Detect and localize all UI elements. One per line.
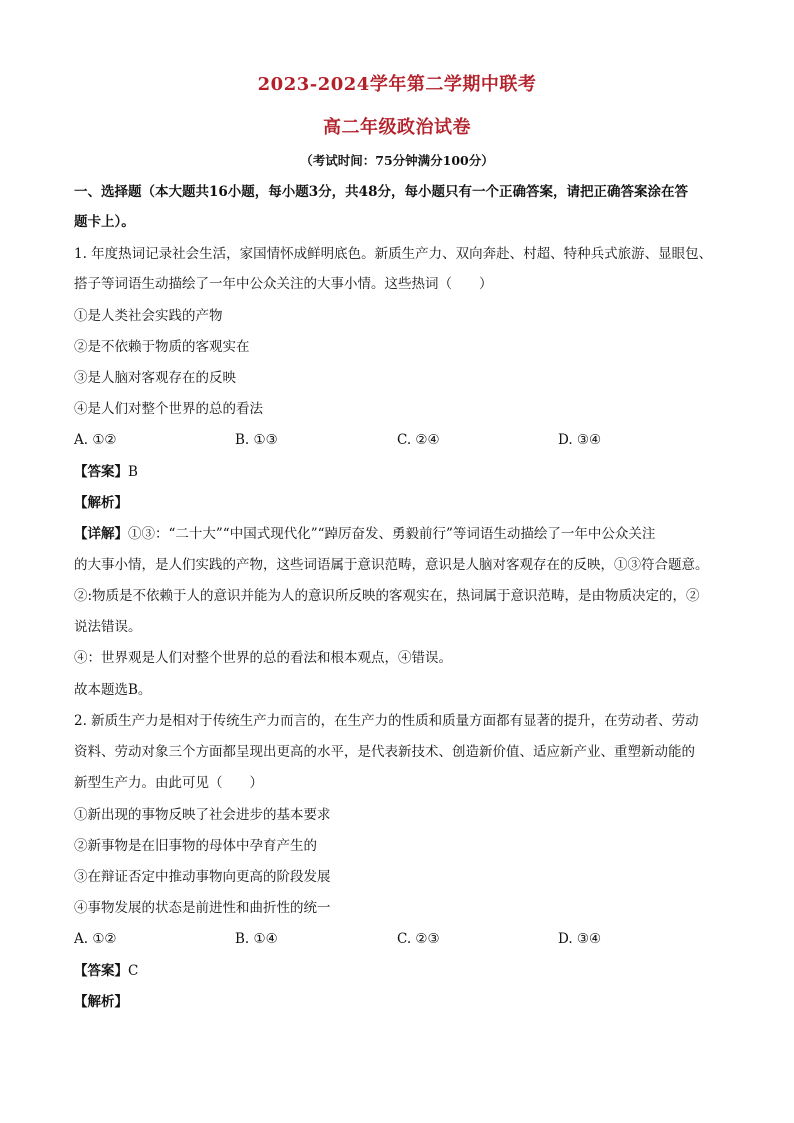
exam-subtitle: 高二年级政治试卷: [323, 117, 471, 138]
q2-option-a: A. ①②: [74, 931, 117, 947]
q1-detail-text1: ①③：“二十大”“中国式现代化”“踔厉奋发、勇毅前行”等词语生动描绘了一年中公众关注: [128, 526, 656, 542]
q1-option-b: B. ①③: [235, 432, 278, 448]
q2-answer-value: C: [128, 963, 139, 979]
q1-analysis-tag: 【解析】: [74, 495, 128, 511]
q1-detail-line6: 故本题选B。: [74, 682, 152, 698]
q1-item-2: ②是不依赖于物质的客观实在: [74, 339, 250, 355]
q1-answer-tag: 【答案】: [74, 464, 128, 480]
q1-option-d: D. ③④: [558, 432, 602, 448]
q2-item-1: ①新出现的事物反映了社会进步的基本要求: [74, 807, 331, 823]
q2-item-4: ④事物发展的状态是前进性和曲折性的统一: [74, 900, 331, 916]
section-heading-line2: 题卡上）。: [74, 214, 135, 230]
q1-detail-line5: ④：世界观是人们对整个世界的总的看法和根本观点，④错误。: [74, 650, 452, 666]
q1-detail-tag: 【详解】: [74, 526, 128, 542]
q1-option-a: A. ①②: [74, 432, 117, 448]
q2-item-3: ③在辩证否定中推动事物向更高的阶段发展: [74, 869, 331, 885]
q2-answer: [74, 962, 724, 980]
q2-stem-line2: 资料、劳动对象三个方面都呈现出更高的水平，是代表新技术、创造新价值、适应新产业、重塑新动能的: [74, 744, 695, 760]
q1-item-4: ④是人们对整个世界的总的看法: [74, 401, 263, 417]
q2-stem-line3: 新型生产力。由此可见（ ）: [74, 775, 263, 791]
q1-item-3: ③是人脑对客观存在的反映: [74, 370, 236, 386]
q1-detail-line4: 说法错误。: [74, 619, 142, 635]
q1-option-c: C. ②④: [397, 432, 440, 448]
q1-stem-line1: 1. 年度热词记录社会生活，家国情怀成鲜明底色。新质生产力、双向奔赴、村超、特种兵式旅游、显眼包、: [74, 246, 713, 262]
q1-detail-line3: ②:物质是不依赖于人的意识并能为人的意识所反映的客观实在，热词属于意识范畴，是由物质决定的，②: [74, 588, 700, 604]
q1-answer-value: B: [128, 464, 138, 480]
q2-option-c: C. ②③: [397, 931, 440, 947]
q1-detail-line1: [74, 525, 724, 543]
q2-analysis-tag: 【解析】: [74, 994, 128, 1010]
q2-stem-line1: 2. 新质生产力是相对于传统生产力而言的，在生产力的性质和质量方面都有显著的提升，在劳动者、劳动: [74, 713, 699, 729]
q2-option-b: B. ①④: [235, 931, 278, 947]
section-heading-line1: 一、选择题（本大题共16小题，每小题3分，共48分，每小题只有一个正确答案，请把正确答案涂在答: [74, 184, 688, 200]
q1-stem-line2: 搭子等词语生动描绘了一年中公众关注的大事小情。这些热词（ ）: [74, 276, 493, 292]
exam-info: （考试时间：75分钟满分100分）: [300, 153, 494, 168]
exam-title: 2023-2024学年第二学期中联考: [257, 74, 537, 95]
q1-answer: [74, 463, 724, 481]
q2-option-d: D. ③④: [558, 931, 602, 947]
q2-item-2: ②新事物是在旧事物的母体中孕育产生的: [74, 838, 317, 854]
q1-item-1: ①是人类社会实践的产物: [74, 308, 223, 324]
q2-answer-tag: 【答案】: [74, 963, 128, 979]
q1-detail-line2: 的大事小情，是人们实践的产物，这些词语属于意识范畴，意识是人脑对客观存在的反映，①③符合题意。: [74, 557, 709, 573]
